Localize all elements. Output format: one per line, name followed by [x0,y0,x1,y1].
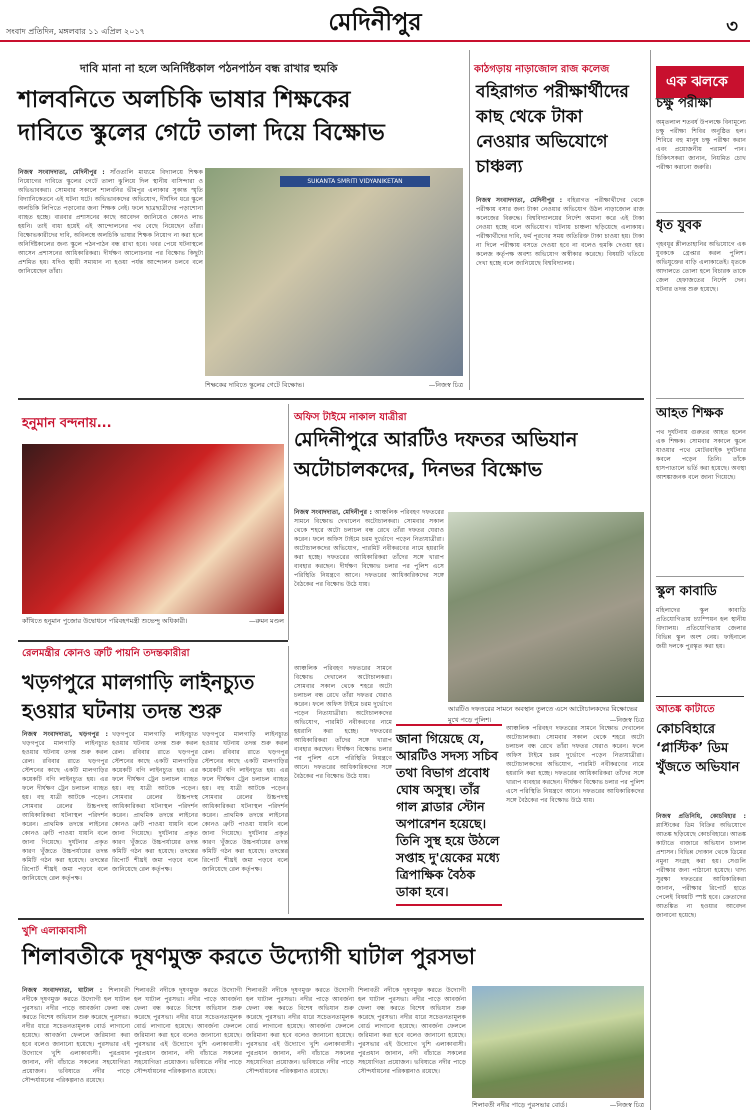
story5-headline [22,670,288,724]
story4-photo [448,512,644,702]
story1-photo-sign: SUKANTA SMRITI VIDYANIKETAN [280,176,430,187]
divider-v1 [469,50,470,390]
story6-kicker: আতঙ্ক কাটাতে [656,704,715,715]
story1-body-text: সাঁওতালি মাধ্যমে বিদ্যালয়ে শিক্ষক নিয়োগের দাবিতে স্কুলের গেটে তালা ঝুলিয়ে দিল স্থানীয় বাসিন্দারা ও অভিভাবকরা। সোমবার সকালে শালবনির ভীমপুর এলাকার সুকান্ত স্মৃতি বিদ্যানিকেতনে এই ঘটনা ঘটে। অভিভাবকদের অভিযোগ, দীর্ঘদিন ধরে স্কুলে অলচিকি লিপিতে পড়ানোর জন্য শিক্ষক নেই। ফলে ছাত্রছাত্রীদের পড়াশোনা ব্যাহত হচ্ছে। বারবার প্রশাসনের কাছে আবেদন জানিয়েও কোনও লাভ হয়নি। তাই বাধ্য হয়েই এই আন্দোলনের পথ বেছে নিয়েছেন তাঁরা। বিক্ষোভকারীদের দাবি, অবিলম্বে অলচিকি ভাষার শিক্ষক নিয়োগ না করা হলে অনির্দিষ্টকালের জন্য স্কুলে পঠনপাঠন বন্ধ রাখা হবে। খবর পেয়ে ঘটনাস্থলে আসেন প্রশাসনের আধিকারিকরা। দীর্ঘক্ষণ আলোচনার পর বিক্ষোভ কিছুটা প্রশমিত হয়। যদিও স্থায়ী সমাধান না হওয়া পর্যন্ত আন্দোলন চলবে বলে জানিয়েছেন তাঁরা। [18,169,203,275]
sidebar-item [656,216,746,400]
story7-headline: শিলাবতীকে দূষণমুক্ত করতে উদ্যোগী ঘাটাল পুরসভা [22,945,476,970]
story7-body-continued: শিলাবতী নদীকে দূষণমুক্ত করতে উদ্যোগী হল ঘাটাল পুরসভা। নদীর পাড়ে আবর্জনা ফেলা বন্ধ করতে বিশেষ অভিযান শুরু করেছে পুরসভা। নদীর ধারে সচেতনতামূলক বোর্ড লাগানো হয়েছে। আবর্জনা ফেললে জরিমানা করা হবে বলেও জানানো হয়েছে। পুরসভার এই উদ্যোগে খুশি এলাকাবাসী। পুরপ্রধান জানান, নদী বাঁচাতে সকলের সহযোগিতা প্রয়োজন। ভবিষ্যতে নদীর পাড়ে সৌন্দর্যায়নের পরিকল্পনাও রয়েছে। [134,987,242,1075]
divider-h2 [18,640,288,642]
story2-headline: বহিরাগত পরীক্ষার্থীদের কাছ থেকে টাকা নেওয়ার অভিযোগে চাঞ্চল্য [476,82,629,177]
sidebar-item [656,404,746,578]
masthead-rule [0,40,750,42]
story3-caption-text: কাঁথিতে হনুমান পুজোর উদ্বোধনে পরিবহণমন্ত্রী শুভেন্দু অধিকারী। [22,617,188,625]
divider-h3 [656,696,744,697]
divider-h4 [18,918,644,920]
story3-kicker: হনুমান বন্দনায়... [22,416,112,431]
story7-byline: নিজস্ব সংবাদদাতা, ঘাটাল : [22,987,103,994]
story7-body [22,986,130,1110]
divider-v4 [288,646,289,914]
story5-body-continued: খড়গপুরে মালগাড়ি লাইনচ্যুত হওয়ার ঘটনায় তদন্ত শুরু করল রেল। রবিবার রাতে খড়গপুর স্টেশনের কাছে একটি মালগাড়ির কয়েকটি বগি লাইনচ্যুত হয়। এর ফলে দীর্ঘক্ষণ ট্রেন চলাচল ব্যাহত হয়। বহু যাত্রী আটকে পড়েন। সোমবার রেলের উচ্চপদস্থ আধিকারিকরা ঘটনাস্থল পরিদর্শন করেন। প্রাথমিক তদন্তে লাইনের কোনও ত্রুটি পাওয়া যায়নি বলে জানা গিয়েছে। দুর্ঘটনার প্রকৃত কারণ খুঁজতে উচ্চপর্যায়ের তদন্ত কমিটি গঠন করা হয়েছে। তদন্তের রিপোর্ট শীঘ্রই জমা পড়বে বলে জানিয়েছে রেল কর্তৃপক্ষ। [202,731,288,873]
story4-body-continued: আঞ্চলিক পরিবহণ দফতরের সামনে বিক্ষোভ দেখালেন অটোচালকরা। সোমবার সকাল থেকে শহরে অটো চলাচল বন্ধ রেখে তাঁরা দফতর ঘেরাও করেন। ফলে অফিস টাইমে চরম দুর্ভোগে পড়েন নিত্যযাত্রীরা। অটোচালকদের অভিযোগ, পারমিট নবীকরণের নামে হয়রানি করা হচ্ছে। দফতরের আধিকারিকরা তাঁদের সঙ্গে খারাপ ব্যবহার করছেন। দীর্ঘক্ষণ বিক্ষোভ চলার পর পুলিশ এসে পরিস্থিতি নিয়ন্ত্রণে আনে। দফতরের আধিকারিকদের সঙ্গে বৈঠকের পর বিক্ষোভ উঠে যায়। [294,665,392,780]
story7-photographer: —নিজস্ব চিত্র [609,1101,644,1109]
story5-headline-line2: হওয়ার ঘটনায় তদন্ত শুরু [22,699,222,723]
story4-caption-text: আরটিও দফতরের সামনে অবস্থান তুলতে এসে আটোচালকদের বিক্ষোভের মুখে পড়ে পুলিশ। [448,705,638,724]
sidebar-item-body: অমৃতলাল শতবর্ষ উপলক্ষে বিনামূল্যে চক্ষু পরীক্ষা শিবির অনুষ্ঠিত হল। শিবিরে বহু মানুষ চক্ষু পরীক্ষা করান এবং প্রয়োজনীয় পরামর্শ পান। চিকিৎসকরা জানান, নিয়মিত চোখ পরীক্ষা করানো জরুরি। [656,119,746,171]
story4-headline [294,428,646,483]
story3-caption [22,616,284,627]
story1-kicker: দাবি মানা না হলে অনির্দিষ্টকাল পঠনপাঠন বন্ধ রাখার হুমকি [80,62,338,75]
sidebar-item-title: স্কুল কাবাডি [656,584,717,599]
divider-h1 [18,398,644,400]
story1-headline-line1: শালবনিতে অলচিকি ভাষার শিক্ষকের [18,87,351,113]
date-line: সংবাদ প্রতিদিন, মঙ্গলবার ১১ এপ্রিল ২০১৭ [6,27,145,36]
story2-byline: নিজস্ব সংবাদদাতা, মেদিনীপুর : [476,197,563,204]
story2-body [476,196,644,386]
story1-photo [205,168,463,376]
story1-caption [205,380,463,391]
sidebar-item-title: চক্ষু পরীক্ষা [656,96,713,111]
story4-headline-line1: মেদিনীপুরে আরটিও দফতর অভিযান [294,428,578,451]
story5-body-text: খড়গপুরে মালগাড়ি লাইনচ্যুত হওয়ার ঘটনায় তদন্ত শুরু করল রেল। রবিবার রাতে খড়গপুর স্টেশনের কাছে একটি মালগাড়ির কয়েকটি বগি লাইনচ্যুত হয়। এর ফলে দীর্ঘক্ষণ ট্রেন চলাচল ব্যাহত হয়। বহু যাত্রী আটকে পড়েন। সোমবার রেলের উচ্চপদস্থ আধিকারিকরা ঘটনাস্থল পরিদর্শন করেন। প্রাথমিক তদন্তে লাইনের কোনও ত্রুটি পাওয়া যায়নি বলে জানা গিয়েছে। দুর্ঘটনার প্রকৃত কারণ খুঁজতে উচ্চপর্যায়ের তদন্ত কমিটি গঠন করা হয়েছে। তদন্তের রিপোর্ট শীঘ্রই জমা পড়বে বলে জানিয়েছে রেল কর্তৃপক্ষ। [22,740,108,882]
story7-body-text: শিলাবতী নদীকে দূষণমুক্ত করতে উদ্যোগী হল ঘাটাল পুরসভা। নদীর পাড়ে আবর্জনা ফেলা বন্ধ করতে বিশেষ অভিযান শুরু করেছে পুরসভা। নদীর ধারে সচেতনতামূলক বোর্ড লাগানো হয়েছে। আবর্জনা ফেললে জরিমানা করা হবে বলেও জানানো হয়েছে। পুরসভার এই উদ্যোগে খুশি এলাকাবাসী। পুরপ্রধান জানান, নদী বাঁচাতে সকলের সহযোগিতা প্রয়োজন। ভবিষ্যতে নদীর পাড়ে সৌন্দর্যায়নের পরিকল্পনাও রয়েছে। [22,987,130,1084]
story7-body-continued: শিলাবতী নদীকে দূষণমুক্ত করতে উদ্যোগী হল ঘাটাল পুরসভা। নদীর পাড়ে আবর্জনা ফেলা বন্ধ করতে বিশেষ অভিযান শুরু করেছে পুরসভা। নদীর ধারে সচেতনতামূলক বোর্ড লাগানো হয়েছে। আবর্জনা ফেললে জরিমানা করা হবে বলেও জানানো হয়েছে। পুরসভার এই উদ্যোগে খুশি এলাকাবাসী। পুরপ্রধান জানান, নদী বাঁচাতে সকলের সহযোগিতা প্রয়োজন। ভবিষ্যতে নদীর পাড়ে সৌন্দর্যায়নের পরিকল্পনাও রয়েছে। [358,987,466,1075]
divider-v2 [650,50,651,1110]
sidebar-item [656,94,746,216]
sidebar-divider [656,212,744,213]
sidebar-divider [656,576,744,577]
story4-kicker: অফিস টাইমে নাকাল যাত্রীরা [294,412,407,423]
story5-body [22,730,108,910]
story7-caption [472,1100,644,1111]
page-number: ৩ [726,16,738,37]
sidebar-item-body: পথ দুর্ঘটনায় গুরুতর আহত হলেন এক শিক্ষক। সোমবার সকালে স্কুলে যাওয়ার পথে মোটরবাইক দুর্ঘটনার কবলে পড়েন তিনি। তাঁকে হাসপাতালে ভর্তি করা হয়েছে। অবস্থা আশঙ্কাজনক বলে জানা গিয়েছে। [656,429,746,481]
story7-body-continued: শিলাবতী নদীকে দূষণমুক্ত করতে উদ্যোগী হল ঘাটাল পুরসভা। নদীর পাড়ে আবর্জনা ফেলা বন্ধ করতে বিশেষ অভিযান শুরু করেছে পুরসভা। নদীর ধারে সচেতনতামূলক বোর্ড লাগানো হয়েছে। আবর্জনা ফেললে জরিমানা করা হবে বলেও জানানো হয়েছে। পুরসভার এই উদ্যোগে খুশি এলাকাবাসী। পুরপ্রধান জানান, নদী বাঁচাতে সকলের সহযোগিতা প্রয়োজন। ভবিষ্যতে নদীর পাড়ে সৌন্দর্যায়নের পরিকল্পনাও রয়েছে। [246,987,354,1075]
sidebar-item-title: আহত শিক্ষক [656,406,724,421]
sidebar-divider [656,398,744,399]
sidebar-item-body: মহিলাদের স্কুল কাবাডি প্রতিযোগিতায় চ্যাম্পিয়ন হল স্থানীয় বিদ্যালয়। প্রতিযোগিতায় জেলার বিভিন্ন স্কুল অংশ নেয়। ফাইনালে জয়ী দলকে পুরস্কৃত করা হয়। [656,607,746,650]
story1-photographer: —নিজস্ব চিত্র [428,381,463,389]
story1-headline [18,86,468,148]
story6-byline: নিজস্ব প্রতিনিধি, কোচবিহার : [656,813,746,820]
story2-body-text: বহিরাগত পরীক্ষার্থীদের থেকে পরীক্ষায় বসার জন্য টাকা নেওয়ার অভিযোগ উঠল নাড়াজোল রাজ কলেজের বিরুদ্ধে। বিশ্ববিদ্যালয়ের নির্দেশ অমান্য করে এই টাকা নেওয়া হচ্ছে বলে অভিযোগ। ঘটনায় চাঞ্চল্য ছড়িয়েছে এলাকায়। পরীক্ষার্থীদের দাবি, ফর্ম পূরণের সময় অতিরিক্ত টাকা চাওয়া হয়। টাকা না দিলে পরীক্ষায় বসতে দেওয়া হবে না বলেও হুমকি দেওয়া হয়। কলেজ কর্তৃপক্ষ অবশ্য অভিযোগ অস্বীকার করেছে। বিষয়টি খতিয়ে দেখা হচ্ছে বলে জানিয়েছে বিশ্ববিদ্যালয়। [476,197,644,267]
story4-photographer: —নিজস্ব চিত্র [609,716,644,724]
story7-caption-text: শিলাবতী নদীর পাড়ে পুরসভার বোর্ড। [472,1101,568,1109]
story7-kicker: খুশি এলাকাবাসী [22,926,87,937]
story1-body [18,168,203,390]
story5-kicker: রেলমন্ত্রীর কোনও ত্রুটি পায়নি তদন্তকারীরা [22,648,190,659]
story4-quote: জানা গিয়েছে যে, আরটিও সদস্য সচিব তথা বিভাগ প্রবোধ ঘোষ অসুস্থ। তাঁর গাল ব্লাডার স্টোন অপারেশন হয়েছে। তিনি সুস্থ হয়ে উঠলে সপ্তাহ দু'য়েকের মধ্যে ত্রিপাক্ষিক বৈঠক ডাকা হবে। [396,724,502,906]
story2-kicker: কাঠগড়ায় নাড়াজোল রাজ কলেজ [474,64,610,75]
story4-headline-line2: অটোচালকদের, দিনভর বিক্ষোভ [294,458,543,482]
story6-body-text: প্লাস্টিকের ডিম বিক্রির অভিযোগে আতঙ্ক ছড়িয়েছে কোচবিহারে। আতঙ্ক কাটাতে বাজারে অভিযান চালাল প্রশাসন। বিভিন্ন দোকান থেকে ডিমের নমুনা সংগ্রহ করা হয়। সেগুলি পরীক্ষার জন্য পাঠানো হয়েছে। খাদ্য সুরক্ষা দফতরের আধিকারিকরা জানান, পরীক্ষার রিপোর্ট হাতে পেলেই বিষয়টি স্পষ্ট হবে। ক্রেতাদের আতঙ্কিত না হওয়ার আবেদন জানানো হয়েছে। [656,822,746,919]
divider-v3 [288,404,289,640]
story6-body [656,812,746,1108]
story3-photographer: —রুমন মণ্ডল [248,617,284,625]
story4-body [294,508,444,658]
story1-headline-line2: দাবিতে স্কুলের গেটে তালা দিয়ে বিক্ষোভ [18,119,385,146]
story4-caption [448,704,644,726]
story4-body-text: আঞ্চলিক পরিবহণ দফতরের সামনে বিক্ষোভ দেখালেন অটোচালকরা। সোমবার সকাল থেকে শহরে অটো চলাচল বন্ধ রেখে তাঁরা দফতর ঘেরাও করেন। ফলে অফিস টাইমে চরম দুর্ভোগে পড়েন নিত্যযাত্রীরা। অটোচালকদের অভিযোগ, পারমিট নবীকরণের নামে হয়রানি করা হচ্ছে। দফতরের আধিকারিকরা তাঁদের সঙ্গে খারাপ ব্যবহার করছেন। দীর্ঘক্ষণ বিক্ষোভ চলার পর পুলিশ এসে পরিস্থিতি নিয়ন্ত্রণে আনে। দফতরের আধিকারিকদের সঙ্গে বৈঠকের পর বিক্ষোভ উঠে যায়। [294,509,444,588]
story5-byline: নিজস্ব সংবাদদাতা, খড়গপুর : [22,731,108,738]
story5-body-continued: খড়গপুরে মালগাড়ি লাইনচ্যুত হওয়ার ঘটনায় তদন্ত শুরু করল রেল। রবিবার রাতে খড়গপুর স্টেশনের কাছে একটি মালগাড়ির কয়েকটি বগি লাইনচ্যুত হয়। এর ফলে দীর্ঘক্ষণ ট্রেন চলাচল ব্যাহত হয়। বহু যাত্রী আটকে পড়েন। সোমবার রেলের উচ্চপদস্থ আধিকারিকরা ঘটনাস্থল পরিদর্শন করেন। প্রাথমিক তদন্তে লাইনের কোনও ত্রুটি পাওয়া যায়নি বলে জানা গিয়েছে। দুর্ঘটনার প্রকৃত কারণ খুঁজতে উচ্চপর্যায়ের তদন্ত কমিটি গঠন করা হয়েছে। তদন্তের রিপোর্ট শীঘ্রই জমা পড়বে বলে জানিয়েছে রেল কর্তৃপক্ষ। [112,731,198,873]
section-title: মেদিনীপুর [328,7,422,36]
story1-caption-text: শিক্ষকের দাবিতে স্কুলের গেটে বিক্ষোভ। [205,381,305,389]
story6-headline: কোচবিহারে ‘প্লাস্টিক’ ডিম খুঁজতে অভিযান [656,722,740,775]
story7-photo [472,986,644,1098]
story4-byline: নিজস্ব সংবাদদাতা, মেদিনীপুর : [294,509,373,516]
story4-body-continued: আঞ্চলিক পরিবহণ দফতরের সামনে বিক্ষোভ দেখালেন অটোচালকরা। সোমবার সকাল থেকে শহরে অটো চলাচল বন্ধ রেখে তাঁরা দফতর ঘেরাও করেন। ফলে অফিস টাইমে চরম দুর্ভোগে পড়েন নিত্যযাত্রীরা। অটোচালকদের অভিযোগ, পারমিট নবীকরণের নামে হয়রানি করা হচ্ছে। দফতরের আধিকারিকরা তাঁদের সঙ্গে খারাপ ব্যবহার করছেন। দীর্ঘক্ষণ বিক্ষোভ চলার পর পুলিশ এসে পরিস্থিতি নিয়ন্ত্রণে আনে। দফতরের আধিকারিকদের সঙ্গে বৈঠকের পর বিক্ষোভ উঠে যায়। [506,725,644,804]
story1-byline: নিজস্ব সংবাদদাতা, মেদিনীপুর : [18,169,105,176]
sidebar-item-title: ধৃত যুবক [656,218,702,233]
story5-headline-line1: খড়গপুরে মালগাড়ি লাইনচ্যুত [22,670,255,694]
sidebar-header: এক ঝলকে [656,66,744,98]
sidebar-item-body: গৃহবধূর শ্লীলতাহানির অভিযোগে এক যুবককে গ্রেপ্তার করল পুলিশ। অভিযুক্তের বাড়ি এলাকাতেই। ধৃতকে আদালতে তোলা হলে বিচারক তাকে জেল হেফাজতের নির্দেশ দেন। ঘটনার তদন্ত শুরু হয়েছে। [656,241,746,293]
story3-photo [22,444,284,614]
